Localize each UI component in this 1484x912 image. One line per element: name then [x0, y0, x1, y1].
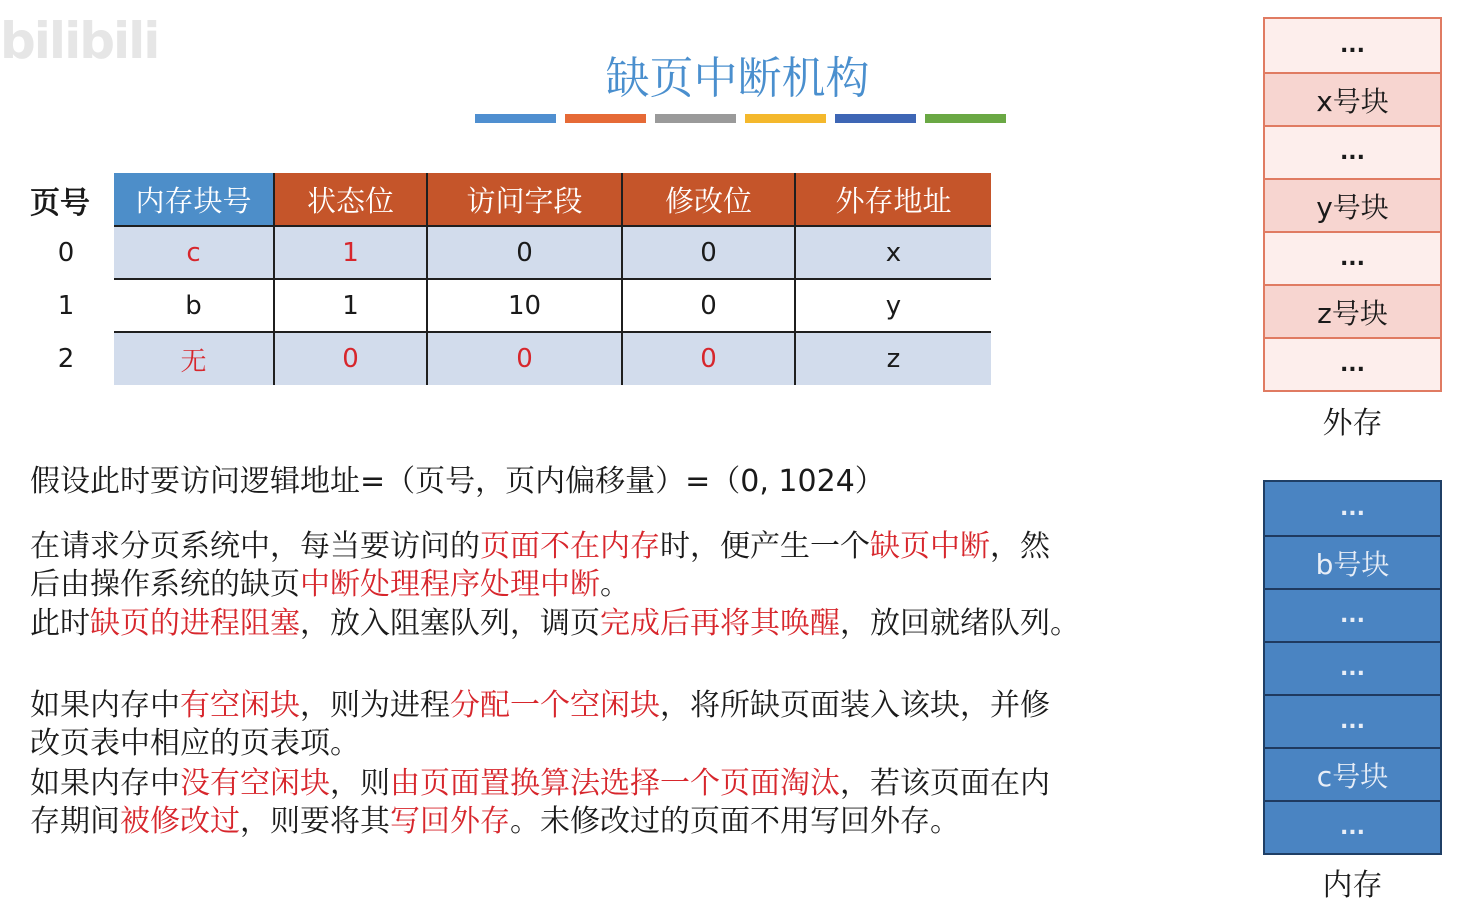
logical-address-text: 假设此时要访问逻辑地址=（页号，页内偏移量）=（0, 1024）: [30, 464, 885, 499]
text-run: 如果内存中: [30, 688, 180, 723]
cell-modified-bit: 0: [622, 279, 795, 332]
internal-memory-caption: 内存: [1322, 868, 1383, 903]
highlight-text: 页面不在内存: [480, 529, 660, 564]
table-row: [114, 279, 991, 332]
page-number-0: 0: [57, 238, 75, 268]
cell-status-bit: 1: [274, 226, 427, 279]
text-run: 。: [600, 567, 630, 602]
int-cell-b-block: b号块: [1265, 535, 1440, 588]
table-row: [114, 226, 991, 279]
text-run: ，则为进程: [300, 688, 450, 723]
text-run: 此时: [30, 606, 90, 641]
bilibili-watermark: bilibili: [0, 12, 159, 70]
ext-cell-ellipsis: ...: [1265, 125, 1440, 178]
external-memory-caption: 外存: [1322, 406, 1383, 441]
text-run: ，若该页面在内: [840, 766, 1050, 801]
cell-external-address: z: [795, 332, 991, 385]
cell-external-address: x: [795, 226, 991, 279]
highlight-text: 被修改过: [120, 804, 240, 839]
int-cell-ellipsis: ...: [1265, 800, 1440, 853]
cell-modified-bit: 0: [622, 332, 795, 385]
text-run: ，然: [990, 529, 1050, 564]
cell-access-field: 0: [427, 226, 622, 279]
header-status-bit: 状态位: [274, 173, 427, 226]
header-access-field: 访问字段: [427, 173, 622, 226]
cell-external-address: y: [795, 279, 991, 332]
internal-memory-diagram: [1263, 480, 1442, 855]
int-cell-ellipsis: ...: [1265, 482, 1440, 535]
highlight-text: 缺页中断: [870, 529, 990, 564]
strip-segment: [655, 114, 736, 123]
int-cell-c-block: c号块: [1265, 747, 1440, 800]
cell-memory-block: b: [114, 279, 274, 332]
highlight-text: 由页面置换算法选择一个页面淘汰: [390, 766, 840, 801]
header-external-address: 外存地址: [795, 173, 991, 226]
text-run: 存期间: [30, 804, 120, 839]
text-run: 在请求分页系统中，每当要访问的: [30, 529, 480, 564]
text-run: ，放入阻塞队列，调页: [300, 606, 600, 641]
slide-title: 缺页中断机构: [605, 53, 870, 104]
ext-cell-ellipsis: ...: [1265, 337, 1440, 390]
replacement-paragraph: [30, 765, 1050, 841]
strip-segment: [565, 114, 646, 123]
strip-segment: [475, 114, 556, 123]
ext-cell-ellipsis: ...: [1265, 231, 1440, 284]
page-number-1: 1: [57, 291, 75, 321]
ext-cell-ellipsis: ...: [1265, 19, 1440, 72]
cell-access-field: 10: [427, 279, 622, 332]
strip-segment: [835, 114, 916, 123]
ext-cell-y-block: y号块: [1265, 178, 1440, 231]
page-fault-paragraph: [30, 528, 1050, 604]
highlight-text: 分配一个空闲块: [450, 688, 660, 723]
ext-cell-z-block: z号块: [1265, 284, 1440, 337]
text-run: 后由操作系统的缺页: [30, 567, 300, 602]
ext-cell-x-block: x号块: [1265, 72, 1440, 125]
process-block-paragraph: [30, 605, 1080, 643]
text-run: 。未修改过的页面不用写回外存。: [510, 804, 960, 839]
free-block-paragraph: [30, 687, 1050, 763]
cell-modified-bit: 0: [622, 226, 795, 279]
cell-memory-block: c: [114, 226, 274, 279]
highlight-text: 中断处理程序处理中断: [300, 567, 600, 602]
int-cell-ellipsis: ...: [1265, 588, 1440, 641]
highlight-text: 完成后再将其唤醒: [600, 606, 840, 641]
header-memory-block: 内存块号: [114, 173, 274, 226]
text-run: ，将所缺页面装入该块，并修: [660, 688, 1050, 723]
external-memory-diagram: [1263, 17, 1442, 392]
text-run: ，放回就绪队列。: [840, 606, 1080, 641]
highlight-text: 没有空闲块: [180, 766, 330, 801]
text-run: 改页表中相应的页表项。: [30, 726, 360, 761]
header-modified-bit: 修改位: [622, 173, 795, 226]
page-number-2: 2: [57, 344, 75, 374]
strip-segment: [925, 114, 1006, 123]
highlight-text: 写回外存: [390, 804, 510, 839]
int-cell-ellipsis: ...: [1265, 694, 1440, 747]
text-run: ，则要将其: [240, 804, 390, 839]
int-cell-ellipsis: ...: [1265, 641, 1440, 694]
cell-memory-block: 无: [114, 332, 274, 385]
highlight-text: 有空闲块: [180, 688, 300, 723]
page-number-label: 页号: [30, 186, 90, 221]
title-color-strip: [475, 114, 1006, 123]
text-run: 如果内存中: [30, 766, 180, 801]
cell-access-field: 0: [427, 332, 622, 385]
cell-status-bit: 1: [274, 279, 427, 332]
table-row: [114, 332, 991, 385]
highlight-text: 缺页的进程阻塞: [90, 606, 300, 641]
cell-status-bit: 0: [274, 332, 427, 385]
strip-segment: [745, 114, 826, 123]
text-run: 时，便产生一个: [660, 529, 870, 564]
page-table: [114, 173, 991, 385]
text-run: ，则: [330, 766, 390, 801]
